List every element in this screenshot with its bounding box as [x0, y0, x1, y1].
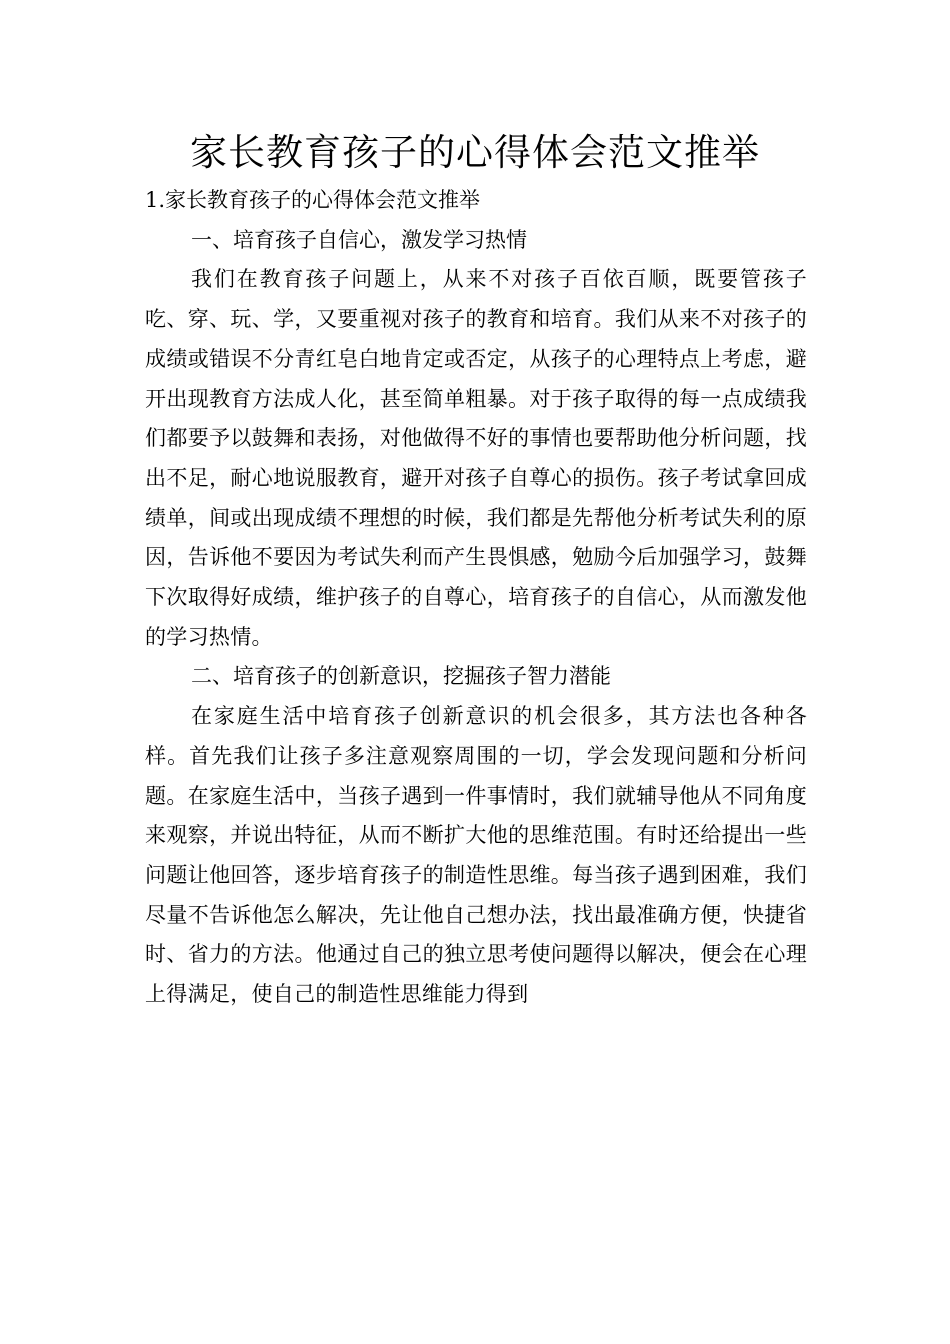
document-body: [145, 181, 807, 1015]
section-paragraph-2: 在家庭生活中培育孩子创新意识的机会很多，其方法也各种各样。首先我们让孩子多注意观察周围的一切，学会发现问题和分析问题。在家庭生活中，当孩子遇到一件事情时，我们就辅导他从不同角度来观察，并说出特征，从而不断扩大他的思维范围。有时还给提出一些问题让他回答，逐步培育孩子的制造性思维。每当孩子遇到困难，我们尽量不告诉他怎么解决，先让他自己想办法，找出最准确方便，快捷省时、省力的方法。他通过自己的独立思考使问题得以解决，便会在心理上得满足，使自己的制造性思维能力得到: [145, 704, 807, 1007]
section-heading-2: 二、培育孩子的创新意识，挖掘孩子智力潜能: [191, 664, 611, 689]
section-heading-1: 一、培育孩子自信心，激发学习热情: [191, 227, 527, 252]
document-subtitle: 1.家长教育孩子的心得体会范文推举: [145, 188, 481, 212]
document-title: 家长教育孩子的心得体会范文推举: [190, 131, 760, 174]
section-paragraph-1: 我们在教育孩子问题上，从来不对孩子百依百顺，既要管孩子吃、穿、玩、学，又要重视对孩子的教育和培育。我们从来不对孩子的成绩或错误不分青红皂白地肯定或否定，从孩子的心理特点上考虑，避开出现教育方法成人化，甚至简单粗暴。对于孩子取得的每一点成绩我们都要予以鼓舞和表扬，对他做得不好的事情也要帮助他分析问题，找出不足，耐心地说服教育，避开对孩子自尊心的损伤。孩子考试拿回成绩单，间或出现成绩不理想的时候，我们都是先帮他分析考试失利的原因，告诉他不要因为考试失利而产生畏惧感，勉励今后加强学习，鼓舞下次取得好成绩，维护孩子的自尊心，培育孩子的自信心，从而激发他的学习热情。: [145, 267, 807, 649]
